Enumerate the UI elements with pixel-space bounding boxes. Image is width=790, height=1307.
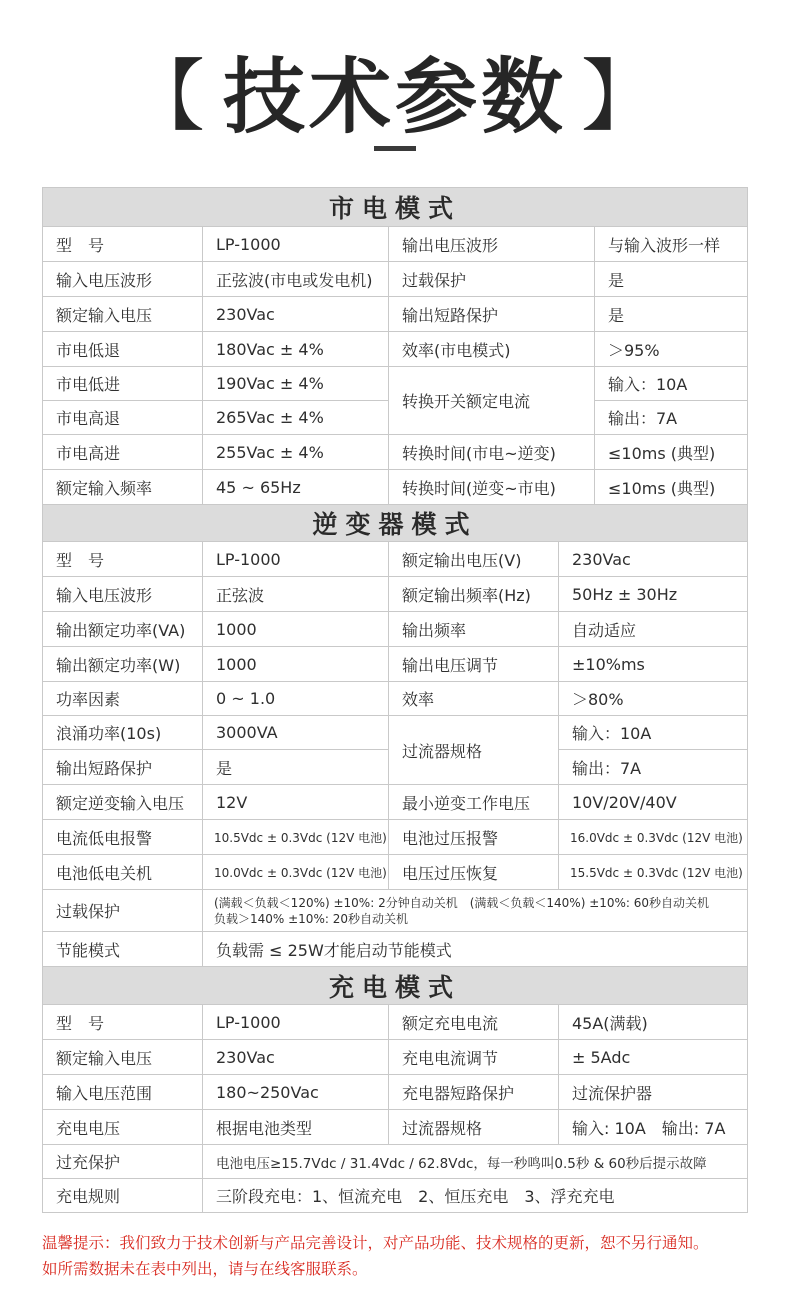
inverter-label: 型 号 <box>43 542 203 577</box>
mains-label: 额定输入频率 <box>43 470 203 505</box>
overcharge-value: 电池电压≥15.7Vdc / 31.4Vdc / 62.8Vdc，每一秒鸣叫0.5秒 & 60秒后提示故障 <box>203 1145 747 1179</box>
inverter-value: 输入：10A <box>559 716 747 750</box>
mains-label-merged: 转换开关额定电流 <box>389 367 595 435</box>
charge-rule-value: 三阶段充电：1、恒流充电 2、恒压充电 3、浮充充电 <box>216 1187 615 1206</box>
inverter-label: 最小逆变工作电压 <box>389 785 559 820</box>
mains-value: 180Vac ± 4% <box>203 332 389 367</box>
charge-label: 过流器规格 <box>389 1110 559 1145</box>
overload-protection-value <box>203 890 747 932</box>
page-title-text: 技术参数 <box>222 49 567 145</box>
inverter-label: 输入电压波形 <box>43 577 203 612</box>
mains-label: 型 号 <box>43 227 203 262</box>
inverter-label: 输出频率 <box>389 612 559 647</box>
charge-value: 输入: 10A 输出: 7A <box>559 1110 747 1145</box>
mains-label: 转换时间(市电~逆变) <box>389 435 595 470</box>
eco-mode-value: 负载需 ≤ 25W才能启动节能模式 <box>203 932 747 967</box>
section-header-mains: 市电模式 <box>43 188 747 227</box>
inverter-label: 电流低电报警 <box>43 820 203 855</box>
charge-label: 型 号 <box>43 1005 203 1040</box>
inverter-label: 电池过压报警 <box>389 820 559 855</box>
inverter-label: 额定输出频率(Hz) <box>389 577 559 612</box>
overload-line-2: 负载＞140% ±10%: 20秒自动关机 <box>214 911 408 926</box>
mains-value: 265Vac ± 4% <box>203 401 389 435</box>
mains-value: 255Vac ± 4% <box>203 435 389 470</box>
title-underline <box>374 146 416 151</box>
mains-value: ≤10ms (典型) <box>595 435 747 470</box>
charge-label: 充电电压 <box>43 1110 203 1145</box>
mains-value: 与输入波形一样 <box>595 227 747 262</box>
inverter-label: 额定输出电压(V) <box>389 542 559 577</box>
charge-value: 230Vac <box>203 1040 389 1075</box>
inverter-value: LP-1000 <box>203 542 389 577</box>
inverter-value: 自动适应 <box>559 612 747 647</box>
inverter-value: 12V <box>203 785 389 820</box>
mains-value: ≤10ms (典型) <box>595 470 747 505</box>
charge-value: 180~250Vac <box>203 1075 389 1110</box>
charge-value: ± 5Adc <box>559 1040 747 1075</box>
inverter-value: ±10%ms <box>559 647 747 682</box>
inverter-value: 正弦波 <box>203 577 389 612</box>
inverter-value: 3000VA <box>203 716 389 750</box>
inverter-value: 15.5Vdc ± 0.3Vdc (12V 电池) <box>559 855 747 890</box>
inverter-value: 10.0Vdc ± 0.3Vdc (12V 电池) <box>203 855 389 890</box>
charge-label: 充电器短路保护 <box>389 1075 559 1110</box>
inverter-value: 10.5Vdc ± 0.3Vdc (12V 电池) <box>203 820 389 855</box>
mains-label: 市电高退 <box>43 401 203 435</box>
mains-value: 输入：10A <box>595 367 747 401</box>
inverter-label: 功率因素 <box>43 682 203 716</box>
inverter-value: 16.0Vdc ± 0.3Vdc (12V 电池) <box>559 820 747 855</box>
overload-protection-label: 过载保护 <box>43 890 203 932</box>
mains-label: 输出电压波形 <box>389 227 595 262</box>
inverter-value: 10V/20V/40V <box>559 785 747 820</box>
right-bracket: 】 <box>581 52 664 142</box>
inverter-label-merged: 过流器规格 <box>389 716 559 785</box>
mains-value: 是 <box>595 262 747 297</box>
mains-label: 过载保护 <box>389 262 595 297</box>
charge-label: 额定充电电流 <box>389 1005 559 1040</box>
inverter-value: 0 ~ 1.0 <box>203 682 389 716</box>
spec-table <box>42 187 748 1213</box>
mains-value: 190Vac ± 4% <box>203 367 389 401</box>
charge-label: 输入电压范围 <box>43 1075 203 1110</box>
inverter-label: 浪涌功率(10s) <box>43 716 203 750</box>
inverter-value: 1000 <box>203 647 389 682</box>
inverter-label: 效率 <box>389 682 559 716</box>
mains-label: 额定输入电压 <box>43 297 203 332</box>
overcharge-label: 过充保护 <box>43 1145 203 1179</box>
charge-label: 额定输入电压 <box>43 1040 203 1075</box>
charge-label: 充电电流调节 <box>389 1040 559 1075</box>
charge-value: LP-1000 <box>203 1005 389 1040</box>
mains-label: 效率(市电模式) <box>389 332 595 367</box>
mains-label: 输出短路保护 <box>389 297 595 332</box>
charge-value: 过流保护器 <box>559 1075 747 1110</box>
overload-line-1: (满载＜负载＜120%) ±10%: 2分钟自动关机 (满载＜负载＜140%) ±10%: 60秒自动关机 <box>214 895 710 910</box>
charge-rule-label: 充电规则 <box>43 1179 203 1212</box>
mains-value: 45 ~ 65Hz <box>203 470 389 505</box>
mains-value: 正弦波(市电或发电机) <box>203 262 389 297</box>
section-header-charge: 充电模式 <box>43 967 747 1005</box>
inverter-label: 电压过压恢复 <box>389 855 559 890</box>
inverter-value: 1000 <box>203 612 389 647</box>
charge-value: 根据电池类型 <box>203 1110 389 1145</box>
mains-value: 是 <box>595 297 747 332</box>
mains-label: 市电低进 <box>43 367 203 401</box>
inverter-value: 230Vac <box>559 542 747 577</box>
mains-label: 转换时间(逆变~市电) <box>389 470 595 505</box>
inverter-value: 输出：7A <box>559 750 747 785</box>
inverter-label: 输出短路保护 <box>43 750 203 785</box>
left-bracket: 【 <box>126 52 209 142</box>
inverter-label: 额定逆变输入电压 <box>43 785 203 820</box>
mains-value: 输出：7A <box>595 401 747 435</box>
mains-value: LP-1000 <box>203 227 389 262</box>
page-title <box>0 40 790 145</box>
inverter-value: 50Hz ± 30Hz <box>559 577 747 612</box>
inverter-value: 是 <box>203 750 389 785</box>
inverter-value: ＞80% <box>559 682 747 716</box>
mains-label: 市电低退 <box>43 332 203 367</box>
mains-label: 输入电压波形 <box>43 262 203 297</box>
section-header-inverter: 逆变器模式 <box>43 505 747 542</box>
notice-line-2: 如所需数据未在表中列出，请与在线客服联系。 <box>42 1260 368 1278</box>
notice-line-1: 温馨提示：我们致力于技术创新与产品完善设计，对产品功能、技术规格的更新，恕不另行通知。 <box>42 1234 709 1252</box>
mains-value: ＞95% <box>595 332 747 367</box>
notice <box>42 1230 762 1282</box>
inverter-label: 输出额定功率(VA) <box>43 612 203 647</box>
charge-value: 45A(满载) <box>559 1005 747 1040</box>
inverter-label: 输出额定功率(W) <box>43 647 203 682</box>
eco-mode-label: 节能模式 <box>43 932 203 967</box>
mains-label: 市电高进 <box>43 435 203 470</box>
inverter-label: 输出电压调节 <box>389 647 559 682</box>
mains-value: 230Vac <box>203 297 389 332</box>
inverter-label: 电池低电关机 <box>43 855 203 890</box>
